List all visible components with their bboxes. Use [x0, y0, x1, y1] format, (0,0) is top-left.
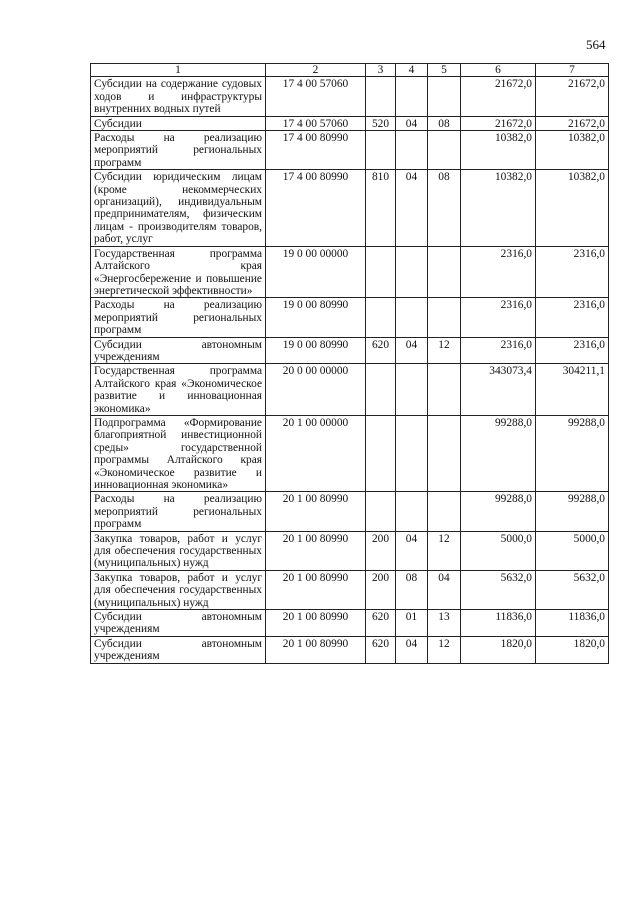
table-row [91, 570, 609, 609]
subsection-cell: 08 [428, 170, 461, 246]
amount-col7-cell: 21672,0 [536, 116, 609, 130]
row-name-cell: Субсидии на содержание судовых ходов и инфраструктуры внутренних водных путей [91, 77, 266, 116]
amount-col6-cell: 21672,0 [461, 77, 536, 116]
subsection-cell [428, 298, 461, 337]
table-row [91, 116, 609, 130]
target-code-cell: 17 4 00 57060 [266, 116, 366, 130]
subsection-cell: 12 [428, 337, 461, 364]
amount-col6-cell: 10382,0 [461, 170, 536, 246]
subsection-cell: 13 [428, 610, 461, 637]
column-header: 6 [461, 64, 536, 77]
subsection-cell [428, 415, 461, 491]
row-name-cell: Субсидии [91, 116, 266, 130]
subsection-cell [428, 492, 461, 531]
page-number: 564 [586, 37, 606, 52]
target-code-cell: 19 0 00 80990 [266, 298, 366, 337]
expense-type-cell [366, 246, 396, 298]
table-row [91, 492, 609, 531]
row-name-cell: Государственная программа Алтайского края «Энергосбережение и повышение энергетической эффективности» [91, 246, 266, 298]
expense-type-cell [366, 364, 396, 416]
amount-col6-cell: 1820,0 [461, 636, 536, 663]
amount-col6-cell: 343073,4 [461, 364, 536, 416]
expense-type-cell: 200 [366, 531, 396, 570]
subsection-cell [428, 131, 461, 170]
section-cell [396, 298, 428, 337]
amount-col6-cell: 5632,0 [461, 570, 536, 609]
subsection-cell: 12 [428, 531, 461, 570]
amount-col7-cell: 2316,0 [536, 337, 609, 364]
amount-col6-cell: 11836,0 [461, 610, 536, 637]
target-code-cell: 17 4 00 80990 [266, 170, 366, 246]
column-header: 1 [91, 64, 266, 77]
amount-col7-cell: 21672,0 [536, 77, 609, 116]
row-name-cell: Закупка товаров, работ и услуг для обеспечения государственных (муниципальных) нужд [91, 570, 266, 609]
section-cell [396, 364, 428, 416]
amount-col7-cell: 5000,0 [536, 531, 609, 570]
section-cell [396, 492, 428, 531]
target-code-cell: 20 0 00 00000 [266, 364, 366, 416]
table-row [91, 298, 609, 337]
amount-col7-cell: 2316,0 [536, 298, 609, 337]
section-cell: 08 [396, 570, 428, 609]
target-code-cell: 20 1 00 80990 [266, 531, 366, 570]
section-cell [396, 77, 428, 116]
subsection-cell: 08 [428, 116, 461, 130]
amount-col7-cell: 304211,1 [536, 364, 609, 416]
amount-col7-cell: 5632,0 [536, 570, 609, 609]
budget-table [90, 63, 609, 664]
row-name-cell: Государственная программа Алтайского края «Экономическое развитие и инновационная экономика» [91, 364, 266, 416]
expense-type-cell: 200 [366, 570, 396, 609]
expense-type-cell [366, 298, 396, 337]
target-code-cell: 17 4 00 80990 [266, 131, 366, 170]
row-name-cell: Субсидии юридическим лицам (кроме некоммерческих организаций), индивидуальным предпринимателям, физическим лицам - производителям товаров, работ, услуг [91, 170, 266, 246]
table-row [91, 77, 609, 116]
table-row [91, 364, 609, 416]
table-row [91, 415, 609, 491]
table-row [91, 337, 609, 364]
amount-col7-cell: 1820,0 [536, 636, 609, 663]
row-name-cell: Расходы на реализацию мероприятий региональных программ [91, 492, 266, 531]
table-row [91, 636, 609, 663]
amount-col7-cell: 10382,0 [536, 170, 609, 246]
subsection-cell: 04 [428, 570, 461, 609]
column-header: 2 [266, 64, 366, 77]
row-name-cell: Расходы на реализацию мероприятий региональных программ [91, 298, 266, 337]
row-name-cell: Расходы на реализацию мероприятий региональных программ [91, 131, 266, 170]
section-cell: 04 [396, 170, 428, 246]
expense-type-cell [366, 131, 396, 170]
expense-type-cell: 520 [366, 116, 396, 130]
section-cell: 04 [396, 531, 428, 570]
expense-type-cell [366, 415, 396, 491]
amount-col6-cell: 99288,0 [461, 415, 536, 491]
target-code-cell: 20 1 00 00000 [266, 415, 366, 491]
target-code-cell: 19 0 00 00000 [266, 246, 366, 298]
target-code-cell: 20 1 00 80990 [266, 492, 366, 531]
column-header: 4 [396, 64, 428, 77]
amount-col6-cell: 5000,0 [461, 531, 536, 570]
section-cell [396, 246, 428, 298]
subsection-cell [428, 364, 461, 416]
table-row [91, 131, 609, 170]
table-row [91, 246, 609, 298]
amount-col6-cell: 2316,0 [461, 246, 536, 298]
expense-type-cell: 620 [366, 337, 396, 364]
subsection-cell: 12 [428, 636, 461, 663]
section-cell [396, 415, 428, 491]
amount-col6-cell: 21672,0 [461, 116, 536, 130]
section-cell: 04 [396, 337, 428, 364]
row-name-cell: Подпрограмма «Формирование благоприятной инвестиционной среды» государственной программы Алтайского края «Экономическое развитие и инновационная экономика» [91, 415, 266, 491]
table-row [91, 531, 609, 570]
target-code-cell: 19 0 00 80990 [266, 337, 366, 364]
expense-type-cell: 620 [366, 636, 396, 663]
amount-col7-cell: 99288,0 [536, 492, 609, 531]
table-row [91, 170, 609, 246]
amount-col6-cell: 2316,0 [461, 298, 536, 337]
expense-type-cell: 810 [366, 170, 396, 246]
table-header-row [91, 64, 609, 77]
expense-type-cell: 620 [366, 610, 396, 637]
column-header: 7 [536, 64, 609, 77]
amount-col7-cell: 99288,0 [536, 415, 609, 491]
row-name-cell: Субсидии автономным учреждениям [91, 636, 266, 663]
row-name-cell: Закупка товаров, работ и услуг для обеспечения государственных (муниципальных) нужд [91, 531, 266, 570]
subsection-cell [428, 246, 461, 298]
amount-col7-cell: 11836,0 [536, 610, 609, 637]
amount-col6-cell: 2316,0 [461, 337, 536, 364]
target-code-cell: 20 1 00 80990 [266, 636, 366, 663]
section-cell [396, 131, 428, 170]
target-code-cell: 20 1 00 80990 [266, 610, 366, 637]
row-name-cell: Субсидии автономным учреждениям [91, 610, 266, 637]
amount-col7-cell: 2316,0 [536, 246, 609, 298]
section-cell: 01 [396, 610, 428, 637]
expense-type-cell [366, 492, 396, 531]
row-name-cell: Субсидии автономным учреждениям [91, 337, 266, 364]
amount-col7-cell: 10382,0 [536, 131, 609, 170]
section-cell: 04 [396, 116, 428, 130]
subsection-cell [428, 77, 461, 116]
target-code-cell: 17 4 00 57060 [266, 77, 366, 116]
amount-col6-cell: 10382,0 [461, 131, 536, 170]
amount-col6-cell: 99288,0 [461, 492, 536, 531]
column-header: 3 [366, 64, 396, 77]
expense-type-cell [366, 77, 396, 116]
target-code-cell: 20 1 00 80990 [266, 570, 366, 609]
column-header: 5 [428, 64, 461, 77]
table-row [91, 610, 609, 637]
section-cell: 04 [396, 636, 428, 663]
